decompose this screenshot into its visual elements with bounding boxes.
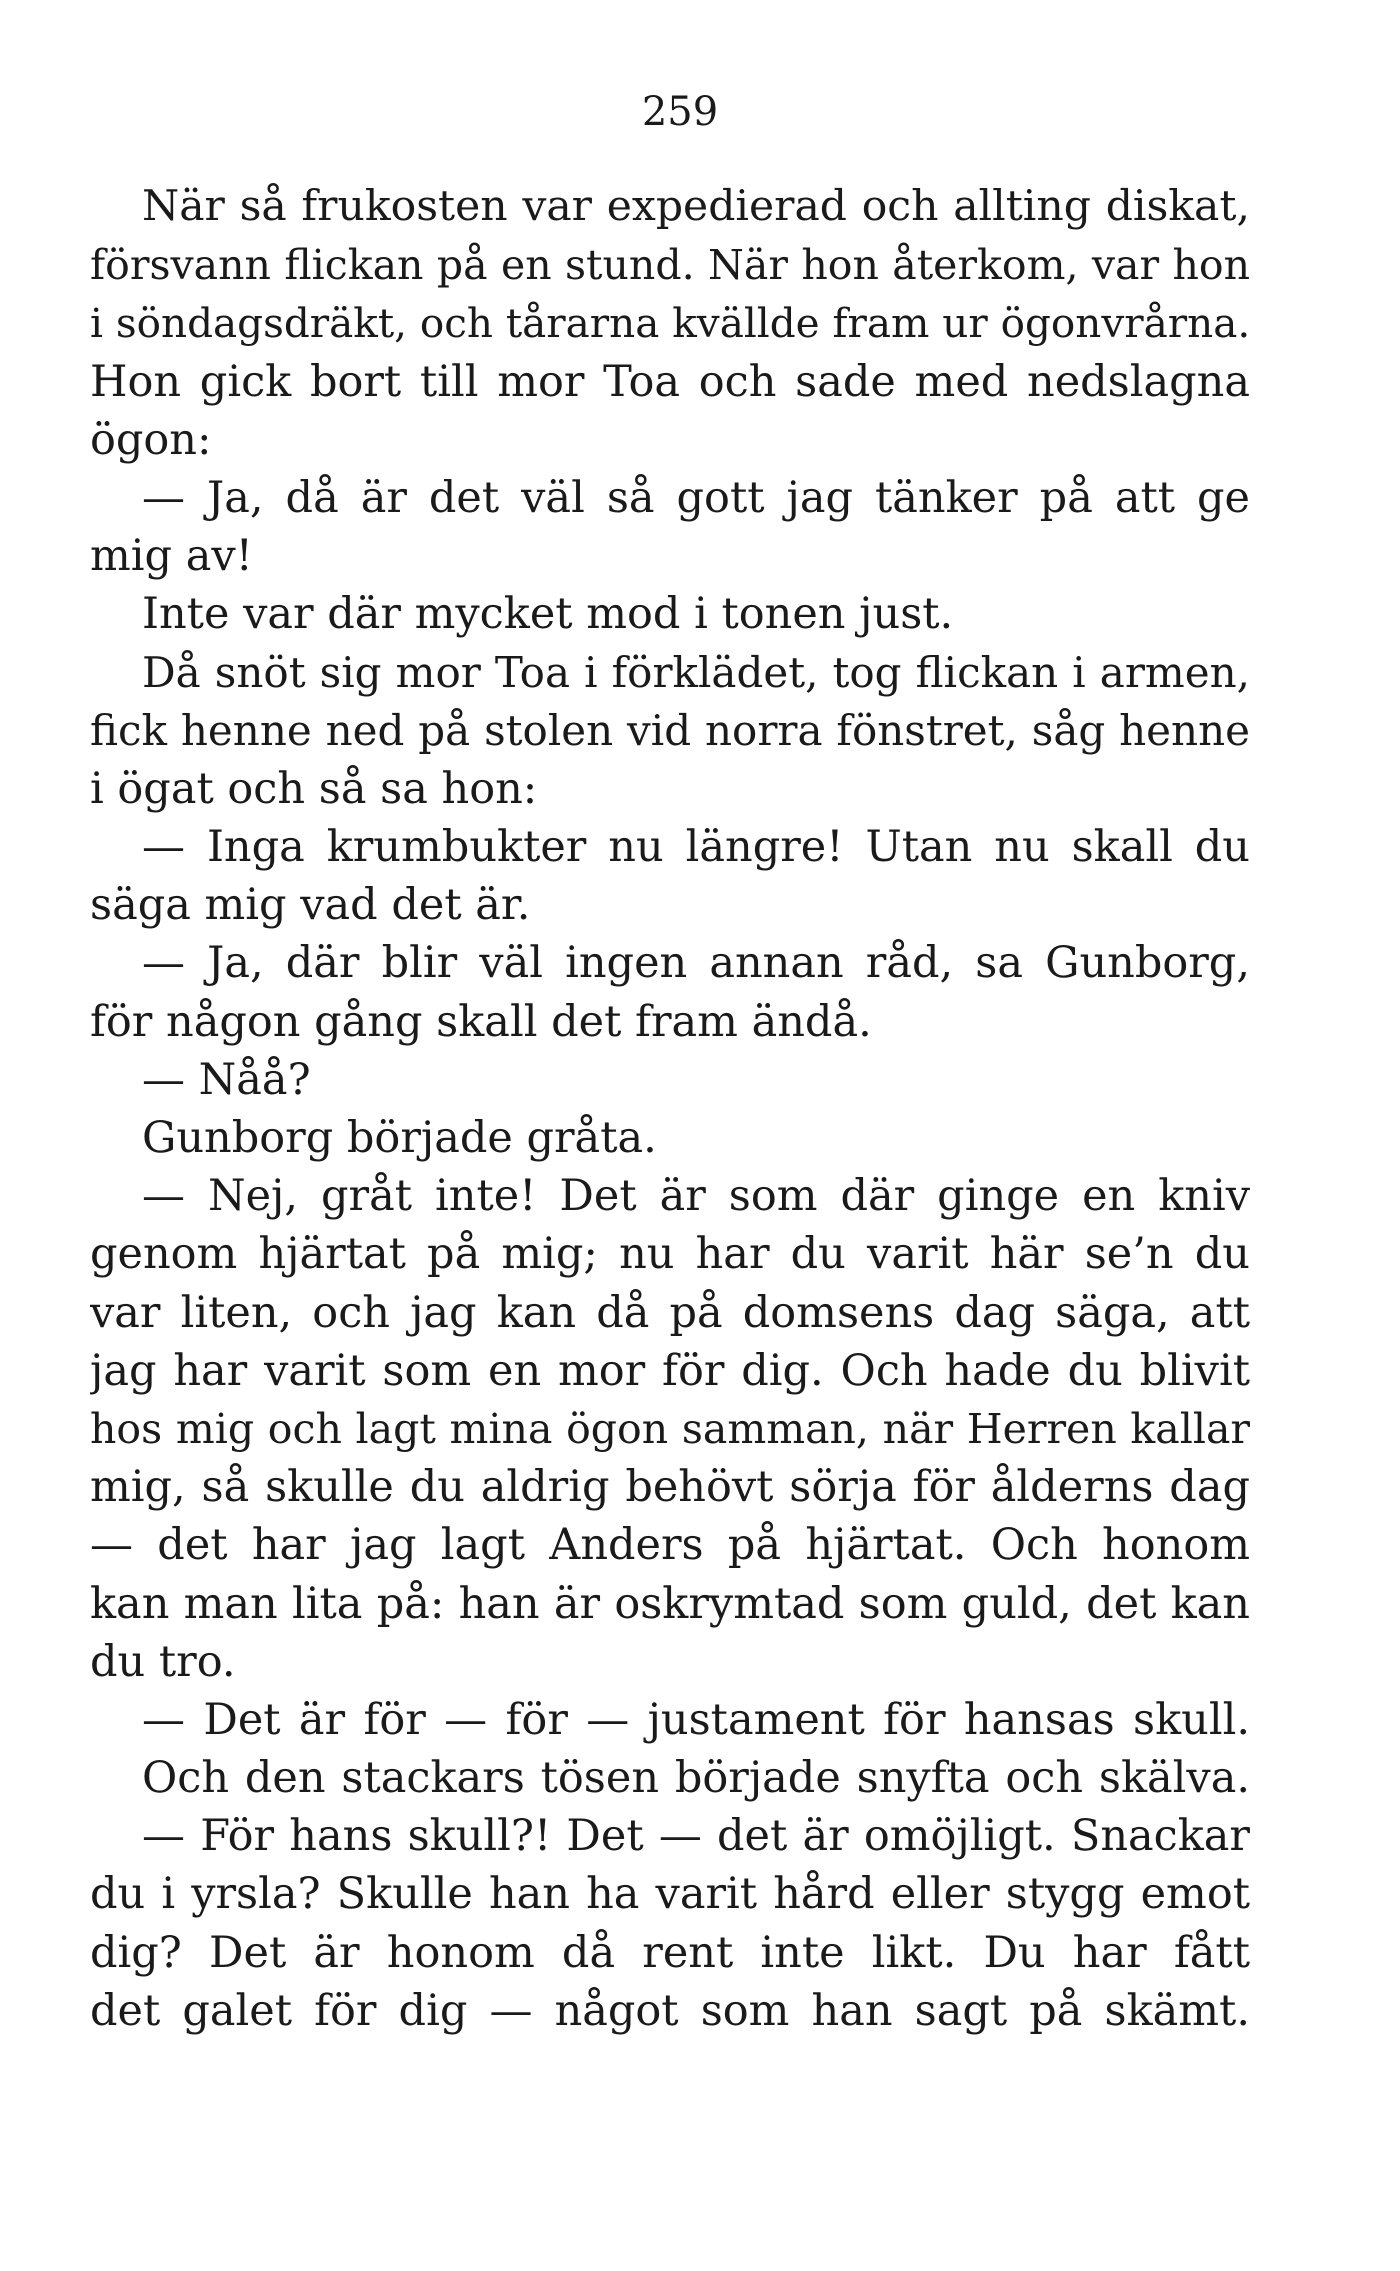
text-line: mig av! [90, 531, 253, 582]
text-line: i ögat och så sa hon: [90, 763, 538, 814]
text-line: mig, så skulle du aldrig behövt sörja för ålderns dag [90, 1462, 1250, 1513]
text-line: Hon gick bort till mor Toa och sade med nedslagna [90, 356, 1250, 407]
text-line: — För hans skull?! Det — det är omöjligt. Snackar [142, 1811, 1250, 1862]
text-line: genom hjärtat på mig; nu har du varit här se’n du [90, 1229, 1250, 1280]
page-number: 259 [641, 89, 719, 135]
text-line: — Ja, där blir väl ingen annan råd, sa Gunborg, [142, 938, 1250, 989]
text-line: — Nåå? [142, 1054, 311, 1105]
text-line: — Nej, gråt inte! Det är som där ginge en kniv [142, 1171, 1250, 1222]
text-line: Då snöt sig mor Toa i förklädet, tog flickan i armen, [142, 647, 1250, 697]
text-line: — Det är för — för — justament för hansas skull. [142, 1694, 1250, 1745]
text-line: När så frukosten var expedierad och allting diskat, [142, 182, 1250, 231]
text-line: för någon gång skall det fram ändå. [90, 996, 872, 1047]
text-line: — det har jag lagt Anders på hjärtat. Och honom [90, 1520, 1250, 1571]
text-line: du tro. [90, 1636, 236, 1687]
text-line: du i yrsla? Skulle han ha varit hård eller stygg emot [90, 1869, 1250, 1920]
text-line: jag har varit som en mor för dig. Och hade du blivit [90, 1345, 1250, 1396]
text-line: Gunborg började gråta. [142, 1113, 657, 1163]
text-line: i söndagsdräkt, och tårarna kvällde fram ur ögonvrårna. [90, 299, 1250, 348]
text-line: var liten, och jag kan då på domsens dag säga, att [90, 1287, 1250, 1338]
text-line: dig? Det är honom då rent inte likt. Du har fått [90, 1927, 1250, 1978]
text-line: — Ja, då är det väl så gott jag tänker på att ge [142, 472, 1250, 523]
text-line: fick henne ned på stolen vid norra fönstret, såg henne [90, 705, 1250, 755]
text-line: Och den stackars tösen började snyfta och skälva. [142, 1753, 1250, 1804]
text-line: Inte var där mycket mod i tonen just. [142, 589, 954, 640]
text-line: hos mig och lagt mina ögon samman, när Herren kallar [90, 1404, 1250, 1453]
text-line: ögon: [90, 414, 212, 465]
text-line: — Inga krumbukter nu längre! Utan nu skall du [142, 822, 1250, 873]
body-text [90, 178, 1250, 2040]
text-line: försvann flickan på en stund. När hon återkom, var hon [90, 241, 1250, 290]
text-line: säga mig vad det är. [90, 880, 531, 931]
text-line: det galet för dig — något som han sagt på skämt. [90, 1985, 1250, 2036]
text-line: kan man lita på: han är oskrymtad som guld, det kan [90, 1578, 1250, 1629]
